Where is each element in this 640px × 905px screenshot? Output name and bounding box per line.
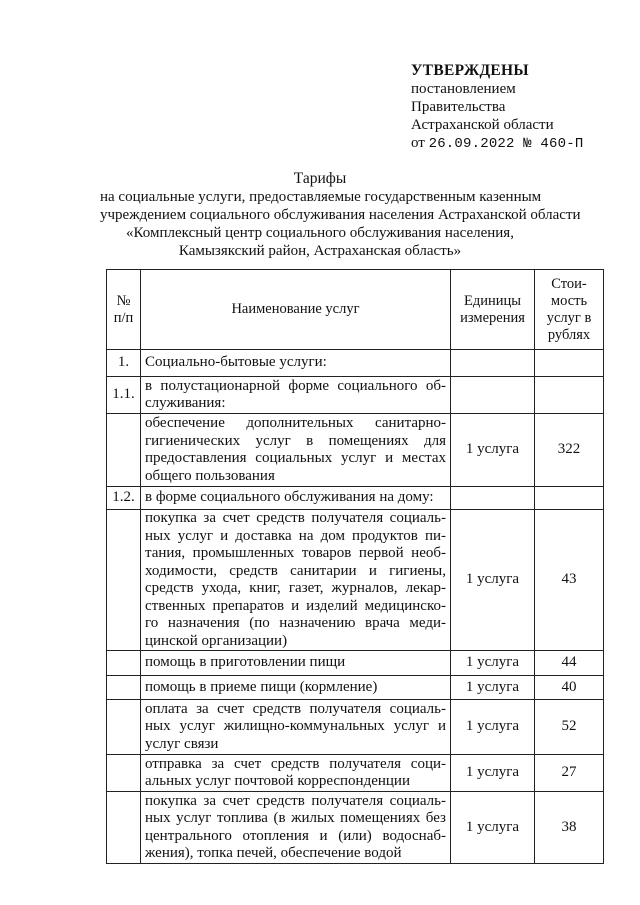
row-unit: 1 услуга: [451, 755, 535, 792]
row-unit: 1 услуга: [451, 700, 535, 755]
row-price: 52: [535, 700, 604, 755]
approval-date-number: 26.09.2022 № 460-П: [428, 136, 584, 152]
table-row: [107, 414, 604, 487]
row-service-name: помощь в приготовлении пищи: [141, 651, 451, 676]
document-title: [100, 170, 581, 260]
tariff-table: [106, 269, 604, 864]
title-line-2: учреждением социального обслуживания населения Астраханской области: [100, 207, 581, 223]
title-heading: Тарифы: [293, 170, 347, 187]
row-service-name: помощь в приеме пищи (кормление): [141, 676, 451, 700]
table-row: [107, 755, 604, 792]
row-service-name: Социально-бытовые услуги:: [141, 350, 451, 377]
table-row: [107, 487, 604, 510]
row-num: [107, 792, 141, 864]
row-num: [107, 700, 141, 755]
row-unit: 1 услуга: [451, 676, 535, 700]
header-price: Стои-мость услуг в рублях: [535, 270, 604, 350]
header-unit: Единицы измерения: [451, 270, 535, 350]
row-unit: 1 услуга: [451, 414, 535, 487]
table-row: [107, 792, 604, 864]
table-row: [107, 377, 604, 414]
row-num: [107, 755, 141, 792]
row-price: [535, 487, 604, 510]
row-num: 1.1.: [107, 377, 141, 414]
row-unit: 1 услуга: [451, 510, 535, 651]
row-unit: [451, 377, 535, 414]
approval-line-3: Астраханской области: [411, 117, 554, 133]
row-service-name: обеспечение дополнительных санитарно-гигиенических услуг в помещениях для предоставления социальных услуг и местах общего пользования: [141, 414, 451, 487]
row-num: [107, 510, 141, 651]
approval-date-line: [411, 134, 583, 153]
row-service-name: в полустационарной форме социального об-служивания:: [141, 377, 451, 414]
row-service-name: в форме социального обслуживания на дому:: [141, 487, 451, 510]
row-unit: [451, 487, 535, 510]
row-price: 44: [535, 651, 604, 676]
approval-line-1: постановлением: [411, 81, 516, 97]
title-line-3: «Комплексный центр социального обслуживания населения,: [126, 225, 514, 241]
table-row: [107, 510, 604, 651]
row-num: 1.: [107, 350, 141, 377]
header-name: Наименование услуг: [141, 270, 451, 350]
title-line-4: Камызякский район, Астраханская область»: [178, 243, 462, 259]
title-line-1: на социальные услуги, предоставляемые государственным казенным: [100, 189, 542, 205]
row-num: [107, 414, 141, 487]
row-num: [107, 676, 141, 700]
row-service-name: покупка за счет средств получателя социаль-ных услуг и доставка на дом продуктов пи-тания, промышленных товаров первой необ-ходимости, средств санитарии и гигиены, средств ухода, книг, газет, журналов, лекар-ственных препаратов и изделий медицинско-го назначения (по назначению врача меди-цинской организации): [141, 510, 451, 651]
row-price: 40: [535, 676, 604, 700]
row-price: 43: [535, 510, 604, 651]
table-row: [107, 651, 604, 676]
row-unit: [451, 350, 535, 377]
approval-heading: УТВЕРЖДЕНЫ: [411, 62, 529, 79]
row-num: 1.2.: [107, 487, 141, 510]
row-unit: 1 услуга: [451, 651, 535, 676]
table-row: [107, 676, 604, 700]
row-price: [535, 377, 604, 414]
row-service-name: покупка за счет средств получателя социаль-ных услуг топлива (в жилых помещениях без центрального отопления и (или) водоснаб-жения), топка печей, обеспечение водой: [141, 792, 451, 864]
row-price: 322: [535, 414, 604, 487]
table-header-row: [107, 270, 604, 350]
row-price: [535, 350, 604, 377]
table-row: [107, 700, 604, 755]
approval-stamp: [411, 62, 583, 153]
row-num: [107, 651, 141, 676]
row-service-name: отправка за счет средств получателя соци-альных услуг почтовой корреспонденции: [141, 755, 451, 792]
approval-line-2: Правительства: [411, 99, 506, 115]
row-price: 27: [535, 755, 604, 792]
approval-date-prefix: от: [411, 135, 425, 151]
row-unit: 1 услуга: [451, 792, 535, 864]
row-price: 38: [535, 792, 604, 864]
row-service-name: оплата за счет средств получателя социаль-ных услуг жилищно-коммунальных услуг и услуг связи: [141, 700, 451, 755]
header-num: № п/п: [107, 270, 141, 350]
table-row: [107, 350, 604, 377]
